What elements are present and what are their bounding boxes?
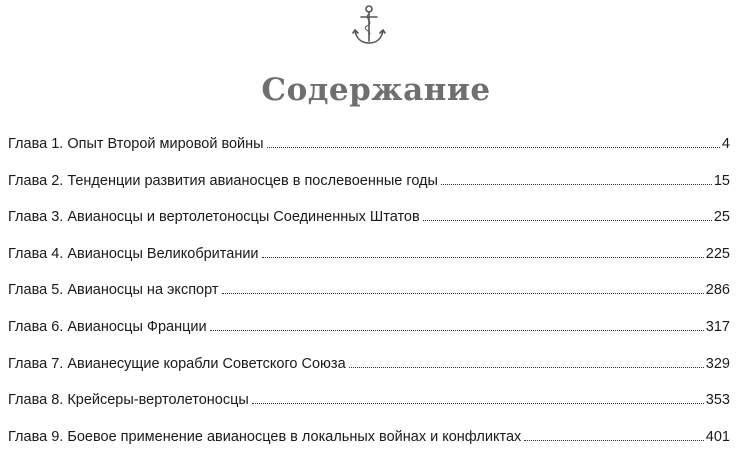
toc-entry[interactable]: [8, 319, 730, 356]
toc-entry-page: 401: [705, 428, 730, 445]
toc-entry-label: Глава 8. Крейсеры-вертолетоносцы: [8, 392, 249, 409]
dot-leader: [252, 403, 704, 404]
dot-leader: [349, 367, 704, 368]
toc-entry[interactable]: [8, 246, 730, 283]
toc-entry[interactable]: [8, 173, 730, 210]
toc-entry-label: Глава 7. Авианесущие корабли Советского Союза: [8, 355, 346, 372]
toc-entry[interactable]: [8, 429, 730, 466]
anchor-icon: [350, 4, 388, 46]
toc-entry-label: Глава 6. Авианосцы Франции: [8, 318, 207, 335]
toc-entry-page: 353: [705, 392, 730, 409]
toc-entry-page: 286: [705, 282, 730, 299]
toc-entry-label: Глава 4. Авианосцы Великобритании: [8, 245, 259, 262]
toc-entry[interactable]: [8, 136, 730, 173]
toc-entry-page: 15: [713, 172, 730, 189]
toc-entry[interactable]: [8, 392, 730, 429]
toc-entry-page: 25: [713, 209, 730, 226]
toc-entry[interactable]: [8, 356, 730, 393]
toc-entry-page: 4: [721, 136, 730, 152]
toc-entry-label: Глава 5. Авианосцы на экспорт: [8, 282, 219, 299]
dot-leader: [222, 293, 704, 294]
toc-entry-label: Глава 3. Авианосцы и вертолетоносцы Соединенных Штатов: [8, 209, 420, 226]
toc-entry-page: 225: [705, 245, 730, 262]
table-of-contents: [8, 136, 730, 465]
toc-entry-label: Глава 2. Тенденции развития авианосцев в послевоенные годы: [8, 172, 438, 189]
toc-entry-page: 329: [705, 355, 730, 372]
toc-entry-label: Глава 1. Опыт Второй мировой войны: [8, 136, 264, 152]
toc-entry-label: Глава 9. Боевое применение авианосцев в локальных войнах и конфликтах: [8, 428, 522, 445]
dot-leader: [441, 184, 712, 185]
toc-entry[interactable]: [8, 209, 730, 246]
dot-leader: [267, 147, 720, 148]
dot-leader: [210, 330, 704, 331]
dot-leader: [524, 440, 704, 441]
page-title: Содержание: [261, 72, 491, 108]
dot-leader: [423, 220, 712, 221]
toc-entry[interactable]: [8, 282, 730, 319]
toc-entry-page: 317: [705, 318, 730, 335]
dot-leader: [262, 257, 704, 258]
